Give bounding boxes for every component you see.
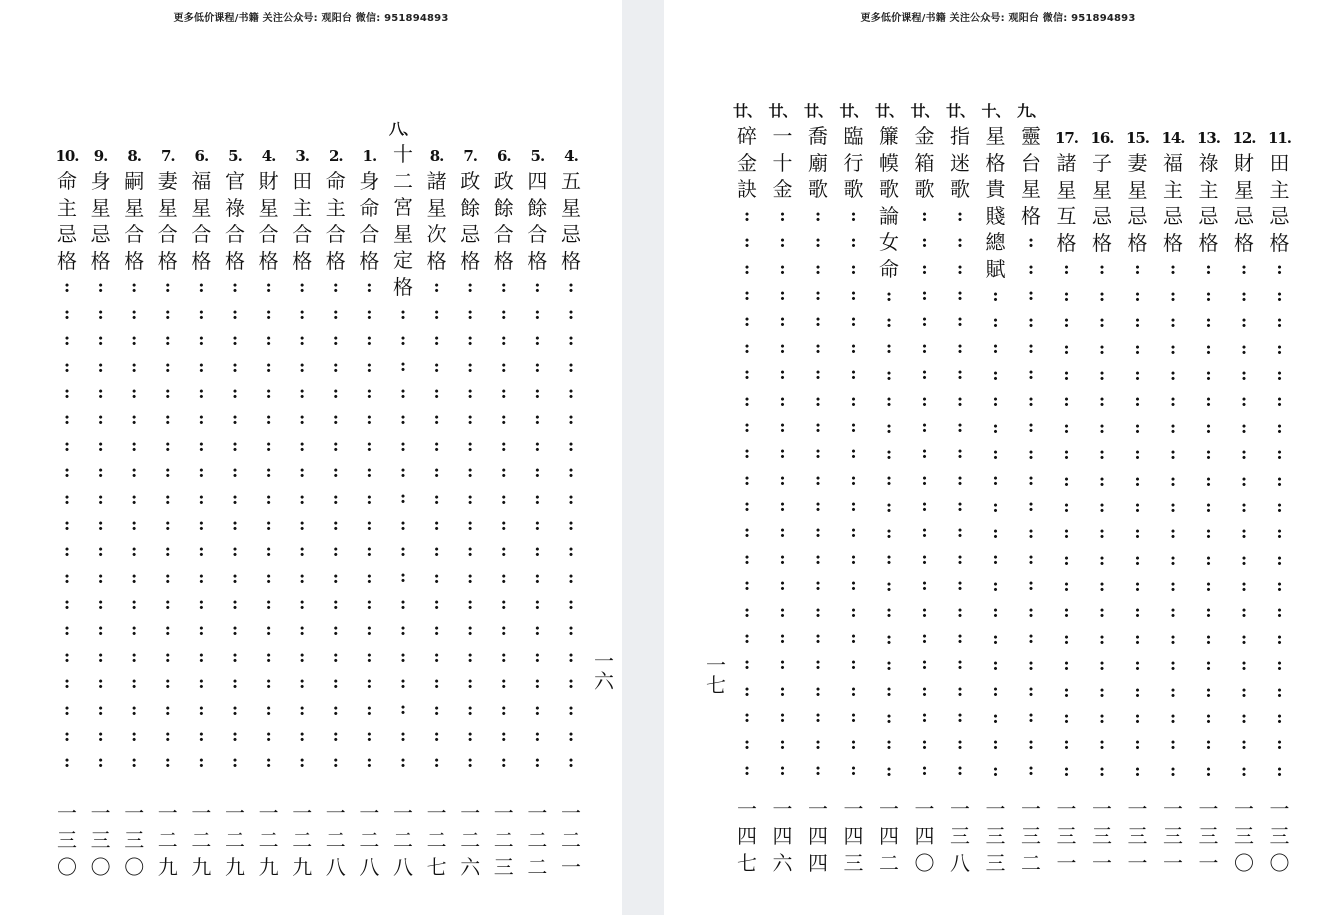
entry-title-chars: 嗣 星 合 格 xyxy=(124,169,145,273)
toc-entry xyxy=(1158,126,1188,784)
entry-page-number: 一 三 〇 xyxy=(1269,797,1290,875)
entry-page-number: 一 二 九 xyxy=(157,801,178,879)
entry-title-chars: 妻 星 合 格 xyxy=(157,169,178,273)
entry-title-chars: 命 主 合 格 xyxy=(325,169,346,273)
toc-entry xyxy=(522,144,552,776)
entry-title-chars: 星 格 貴 賤 總 賦 xyxy=(985,124,1006,281)
entry-title-chars: 喬 廟 歌 xyxy=(808,124,828,202)
entry-number: 十、 xyxy=(981,102,1010,120)
entry-number: 8. xyxy=(127,147,142,165)
entry-number: 9. xyxy=(93,147,108,165)
toc-entry xyxy=(1265,126,1295,784)
entry-number: 6. xyxy=(496,147,511,165)
entry-title-chars: 臨 行 歌 xyxy=(843,124,864,202)
entry-page-number: 一 四 四 xyxy=(808,797,828,875)
entry-title-chars: 財 星 忌 格 xyxy=(1234,151,1254,255)
entry-page-number: 一 二 八 xyxy=(359,801,380,879)
entry-page-number: 一 二 九 xyxy=(191,801,212,879)
entry-number: 九、 xyxy=(1016,102,1045,120)
toc-entry xyxy=(1052,126,1082,784)
toc-entry xyxy=(422,144,452,776)
dot-leader: : : : : : : : : : : : : : : : : : : : : xyxy=(1240,259,1248,781)
page-number: 一 七 xyxy=(706,653,726,697)
dot-leader: : : : : : : : : : : : : : : : : : : : : xyxy=(1063,259,1070,781)
toc-entry xyxy=(803,99,833,783)
entry-page-number: 一 三 二 xyxy=(1021,797,1041,875)
entry-title-chars: 十 二 宮 星 定 格 xyxy=(393,142,413,299)
entry-page-number: 一 三 一 xyxy=(1127,797,1148,875)
toc-entry xyxy=(119,144,149,776)
entry-page-number: 一 三 〇 xyxy=(90,801,111,879)
dot-leader: : : : : : : : : : : : : : : : : : : : : xyxy=(1276,259,1283,781)
entry-number: 廿、 xyxy=(803,102,832,120)
dot-leader: : : : : : : : : : : : : : : : : : : : : : : xyxy=(956,205,964,780)
entry-number: 4. xyxy=(261,147,276,165)
entry-number: 14. xyxy=(1161,129,1185,147)
entry-title-chars: 福 星 合 格 xyxy=(191,169,212,273)
entry-title-chars: 政 餘 合 格 xyxy=(493,169,514,273)
entry-title-chars: 碎 金 訣 xyxy=(737,124,757,202)
entry-title-chars: 政 餘 忌 格 xyxy=(460,169,481,273)
toc-entry xyxy=(287,144,317,776)
entry-title-chars: 金 箱 歌 xyxy=(914,124,935,202)
entry-number: 11. xyxy=(1267,129,1292,147)
entry-title-chars: 簾 幙 歌 論 女 命 xyxy=(879,124,899,281)
entry-title-chars: 指 迷 歌 xyxy=(950,124,970,202)
entry-title-chars: 妻 星 忌 格 xyxy=(1127,151,1148,255)
toc-entry xyxy=(1123,126,1153,784)
entry-number: 八、 xyxy=(388,120,417,138)
entry-title-chars: 五 星 忌 格 xyxy=(561,169,581,273)
page-header: 更多低价课程/书籍 关注公众号: 观阳台 微信: 951894893 xyxy=(860,13,1136,24)
dot-leader: : : : : : : : : : : : : : : : : : : : : : xyxy=(1027,232,1035,781)
toc-entry xyxy=(388,117,418,776)
entry-page-number: 一 四 七 xyxy=(737,797,757,875)
entry-number: 5. xyxy=(530,147,545,165)
entry-title-chars: 田 主 合 格 xyxy=(292,169,313,273)
entry-page-number: 一 二 九 xyxy=(292,801,313,879)
entry-number: 廿、 xyxy=(945,102,974,120)
toc-entry xyxy=(556,144,586,776)
dot-leader: : : : : : : : : : : : : : : : : : : : xyxy=(332,277,339,773)
toc-entry xyxy=(321,144,351,776)
toc-entry xyxy=(220,144,250,776)
page-number: 一 六 xyxy=(594,649,614,693)
entry-title-chars: 祿 主 忌 格 xyxy=(1198,151,1219,255)
page-header: 更多低价课程/书籍 关注公众号: 观阳台 微信: 951894893 xyxy=(173,13,449,24)
entry-number: 7. xyxy=(463,147,478,165)
dot-leader: : : : : : : : : : : : : : : : : : : : : : : xyxy=(779,205,786,780)
toc-entry xyxy=(52,144,82,776)
entry-title-chars: 靈 台 星 格 xyxy=(1021,124,1041,228)
dot-leader: : : : : : : : : : : : : : : : : : : : xyxy=(231,277,239,773)
entry-title-chars: 田 主 忌 格 xyxy=(1269,151,1290,255)
toc-entry xyxy=(153,144,183,776)
entry-number: 廿、 xyxy=(768,102,797,120)
entry-page-number: 一 二 八 xyxy=(325,801,346,879)
entry-number: 6. xyxy=(194,147,209,165)
toc-entry xyxy=(1194,126,1224,784)
entry-title-chars: 諸 星 互 格 xyxy=(1056,151,1077,255)
entry-page-number: 一 四 二 xyxy=(879,797,899,875)
entry-page-number: 一 四 三 xyxy=(843,797,864,875)
dot-leader: : : : : : : : : : : : : : : : : : : xyxy=(399,303,407,773)
entry-number: 2. xyxy=(328,147,343,165)
entry-page-number: 一 二 二 xyxy=(527,801,548,879)
toc-entry xyxy=(732,99,762,783)
toc-entry xyxy=(839,99,869,783)
entry-title-chars: 身 命 合 格 xyxy=(359,169,380,273)
entry-number: 15. xyxy=(1125,129,1150,147)
entry-number: 10. xyxy=(55,147,79,165)
toc-entry xyxy=(254,144,284,776)
entry-page-number: 一 三 八 xyxy=(950,797,970,875)
toc-entry xyxy=(354,144,384,776)
entry-page-number: 一 三 〇 xyxy=(124,801,145,879)
toc-entry xyxy=(489,144,519,776)
entry-page-number: 一 三 一 xyxy=(1163,797,1183,875)
toc-entry xyxy=(1229,126,1259,784)
entry-page-number: 一 二 六 xyxy=(460,801,481,879)
entry-title-chars: 官 祿 合 格 xyxy=(225,169,245,273)
dot-leader: : : : : : : : : : : : : : : : : : : : xyxy=(164,277,171,773)
dot-leader: : : : : : : : : : : : : : : : : : : : : : : xyxy=(743,205,751,780)
dot-leader: : : : : : : : : : : : : : : : : : : : xyxy=(366,277,373,773)
dot-leader: : : : : : : : : : : : : : : : : : : : xyxy=(63,277,71,773)
entry-number: 13. xyxy=(1196,129,1221,147)
toc-entry xyxy=(455,144,485,776)
entry-page-number: 一 四 六 xyxy=(772,797,793,875)
toc-entry xyxy=(1016,99,1046,784)
entry-page-number: 一 三 三 xyxy=(985,797,1006,875)
entry-number: 廿、 xyxy=(732,102,761,120)
entry-title-chars: 命 主 忌 格 xyxy=(57,169,77,273)
dot-leader: : : : : : : : : : : : : : : : : : : : xyxy=(131,277,138,773)
toc-entry xyxy=(86,144,116,776)
entry-page-number: 一 二 八 xyxy=(393,801,413,879)
left-page xyxy=(0,0,622,915)
dot-leader: : : : : : : : : : : : : : : : : : : : : xyxy=(1205,259,1212,781)
entry-page-number: 一 二 九 xyxy=(225,801,245,879)
toc-entry xyxy=(945,99,975,783)
entry-page-number: 一 三 一 xyxy=(1056,797,1077,875)
entry-title-chars: 一 十 金 xyxy=(772,124,793,202)
entry-page-number: 一 三 〇 xyxy=(57,801,77,879)
entry-number: 廿、 xyxy=(839,102,868,120)
entry-number: 廿、 xyxy=(874,102,903,120)
entry-number: 8. xyxy=(429,147,444,165)
entry-page-number: 一 三 一 xyxy=(1198,797,1219,875)
dot-leader: : : : : : : : : : : : : : : : : : : : xyxy=(567,277,575,773)
entry-page-number: 一 二 九 xyxy=(258,801,279,879)
entry-title-chars: 子 星 忌 格 xyxy=(1092,151,1112,255)
dot-leader: : : : : : : : : : : : : : : : : : : : xyxy=(467,277,474,773)
dot-leader: : : : : : : : : : : : : : : : : : : : xyxy=(534,277,541,773)
dot-leader: : : : : : : : : : : : : : : : : : : : xyxy=(265,277,272,773)
entry-page-number: 一 二 七 xyxy=(426,801,447,879)
entry-page-number: 一 三 〇 xyxy=(1234,797,1254,875)
toc-entry xyxy=(981,99,1011,784)
dot-leader: : : : : : : : : : : : : : : : : : : : xyxy=(299,277,306,773)
entry-title-chars: 諸 星 次 格 xyxy=(426,169,447,273)
dot-leader: : : : : : : : : : : : : : : : : : : : xyxy=(992,285,999,781)
dot-leader: : : : : : : : : : : : : : : : : : : : : : : xyxy=(850,205,857,780)
entry-title-chars: 福 主 忌 格 xyxy=(1163,151,1183,255)
entry-page-number: 一 二 三 xyxy=(493,801,514,879)
dot-leader: : : : : : : : : : : : : : : : : : : : : xyxy=(1169,259,1177,781)
dot-leader: : : : : : : : : : : : : : : : : : : : : xyxy=(1098,259,1106,781)
dot-leader: : : : : : : : : : : : : : : : : : : : xyxy=(97,277,104,773)
entry-number: 1. xyxy=(362,147,377,165)
entry-title-chars: 身 星 忌 格 xyxy=(90,169,111,273)
entry-number: 7. xyxy=(160,147,175,165)
dot-leader: : : : : : : : : : : : : : : : : : : : xyxy=(198,277,205,773)
entry-number: 廿、 xyxy=(910,102,939,120)
entry-number: 3. xyxy=(295,147,310,165)
entry-page-number: 一 三 一 xyxy=(1092,797,1112,875)
entry-page-number: 一 二 一 xyxy=(561,801,581,879)
toc-entry xyxy=(768,99,798,783)
dot-leader: : : : : : : : : : : : : : : : : : : : xyxy=(433,277,440,773)
entry-page-number: 一 四 〇 xyxy=(914,797,935,875)
entry-title-chars: 財 星 合 格 xyxy=(258,169,279,273)
entry-title-chars: 四 餘 合 格 xyxy=(527,169,548,273)
dot-leader: : : : : : : : : : : : : : : : : : : : xyxy=(885,285,893,781)
dot-leader: : : : : : : : : : : : : : : : : : : : : xyxy=(1134,259,1141,781)
toc-entry xyxy=(910,99,940,783)
toc-entry xyxy=(1087,126,1117,784)
dot-leader: : : : : : : : : : : : : : : : : : : : : : : xyxy=(814,205,822,780)
entry-number: 17. xyxy=(1054,129,1079,147)
entry-number: 4. xyxy=(564,147,578,165)
dot-leader: : : : : : : : : : : : : : : : : : : : xyxy=(500,277,507,773)
toc-entry xyxy=(186,144,216,776)
dot-leader: : : : : : : : : : : : : : : : : : : : : : : xyxy=(921,205,928,780)
toc-entry xyxy=(874,99,904,784)
right-page xyxy=(664,0,1332,915)
entry-number: 12. xyxy=(1232,129,1256,147)
entry-number: 5. xyxy=(228,147,242,165)
entry-number: 16. xyxy=(1090,129,1114,147)
